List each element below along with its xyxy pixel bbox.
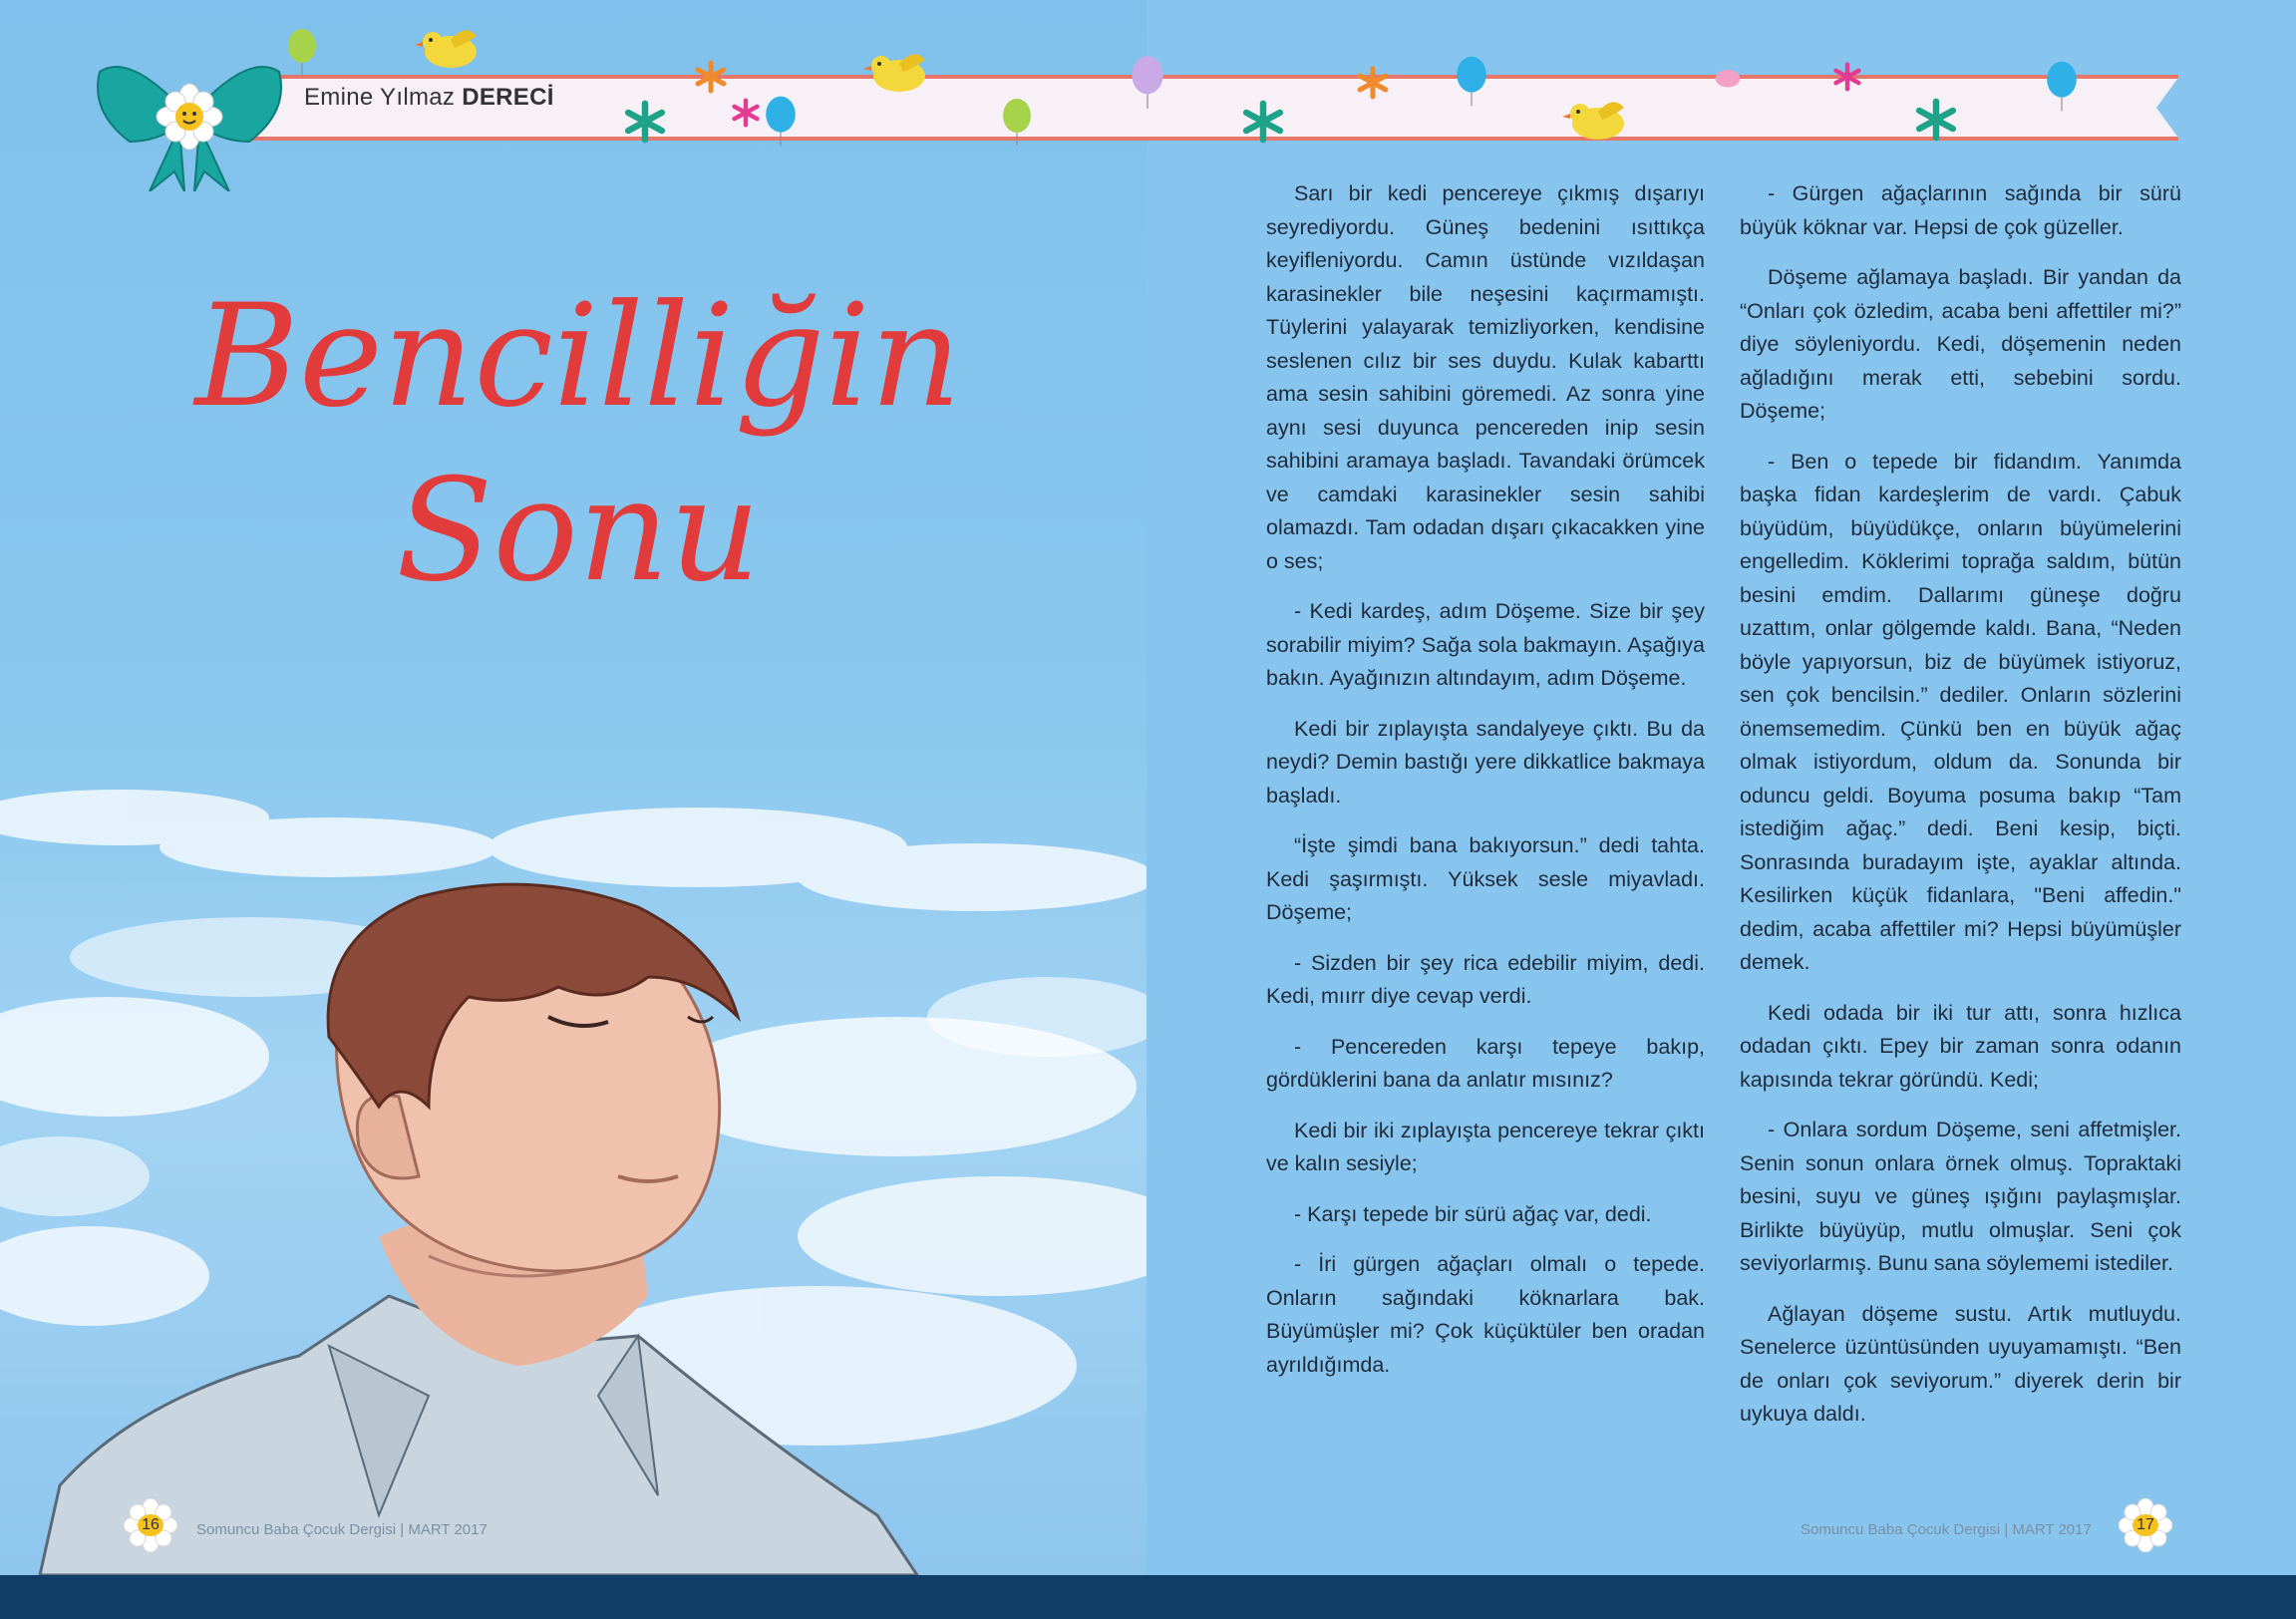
footer-magazine-left: Somuncu Baba Çocuk Dergisi | MART 2017 xyxy=(196,1521,488,1538)
paragraph: - Pencereden karşı tepeye bakıp, gördüklerini bana da anlatır mısınız? xyxy=(1266,1034,1705,1092)
paragraph: - Kedi kardeş, adım Döşeme. Size bir şey sorabilir miyim? Sağa sola bakmayın. Aşağıya bakın. Ayağınızın altındayım, adım Döşeme. xyxy=(1266,599,1705,690)
ribbon-tail xyxy=(2156,75,2180,141)
page-number-left xyxy=(124,1498,177,1552)
paragraph: - İri gürgen ağaçları olmalı o tepede. Onların sağındaki köknarlara bak. Büyümüşler mi? Çok küçüktüler ben oradan ayrıldığımda. xyxy=(1266,1252,1705,1377)
paragraph: Kedi bir zıplayışta sandalyeye çıktı. Bu da neydi? Demin bastığı yere dikkatlice bakmaya başladı. xyxy=(1266,716,1705,808)
text-column-right xyxy=(1740,177,2181,1449)
title-line-1: Bencilliğin xyxy=(194,274,962,439)
paragraph: Ağlayan döşeme sustu. Artık mutluydu. Senelerce üzüntüsünden uyuyamamıştı. “Ben de onları çok seviyorum.” diyerek derin bir uykuya daldı. xyxy=(1740,1301,2181,1426)
story-title xyxy=(179,269,977,618)
paragraph: Sarı bir kedi pencereye çıkmış dışarıyı seyrediyordu. Güneş bedenini ısıttıkça keyifleniyordu. Camın üstünde vızıldaşan karasinekler bile neşesini kaçırmamıştı. Tüylerini yalayarak temizliyorken, kendisine seslenen cılız bir ses duydu. Kulak kabarttı ama sesin sahibini göremedi. Az sonra yine aynı sesi duyunca pencereden inip sesin sahibini aramaya başladı. Tavandaki örümcek ve camdaki karasinekler sesin sahibi olamazdı. Tam odadan dışarı çıkacakken yine o ses; xyxy=(1266,181,1705,573)
star-flower-icon xyxy=(731,98,761,128)
star-flower-icon xyxy=(1356,66,1390,100)
bird-icon xyxy=(1558,90,1638,150)
paragraph: - Karşı tepede bir sürü ağaç var, dedi. xyxy=(1294,1201,1652,1226)
paragraph: Döşeme ağlamaya başladı. Bir yandan da “Onları çok özledim, acaba beni affettiler mi?” diye söyleniyordu. Kedi, döşemenin neden ağladığını merak etti, sebebini sordu. Döşeme; xyxy=(1740,265,2181,423)
star-flower-icon xyxy=(1832,62,1862,92)
paragraph: Kedi bir iki zıplayışta pencereye tekrar çıktı ve kalın sesiyle; xyxy=(1266,1118,1705,1175)
page-number-text: 16 xyxy=(138,1514,164,1536)
title-line-2: Sonu xyxy=(396,449,761,613)
bottom-bar xyxy=(0,1575,2296,1619)
balloon-icon xyxy=(285,28,319,76)
balloon-icon xyxy=(763,95,799,147)
balloon-icon xyxy=(1129,54,1166,110)
author-last: DERECİ xyxy=(462,84,554,111)
star-flower-icon xyxy=(1241,100,1285,144)
author-name xyxy=(304,84,554,112)
balloon-icon xyxy=(1000,98,1034,146)
text-column-left xyxy=(1266,177,1705,1399)
page-number-text: 17 xyxy=(2132,1514,2158,1536)
paragraph: - Gürgen ağaçlarının sağında bir sürü büyük köknar var. Hepsi de çok güzeller. xyxy=(1740,181,2181,239)
bird-icon xyxy=(411,18,491,78)
balloon-icon xyxy=(1713,65,1743,89)
balloon-icon xyxy=(2044,60,2080,112)
paragraph: Kedi odada bir iki tur attı, sonra hızlıca odadan çıktı. Epey bir zaman sonra odanın kapısında tekrar göründü. Kedi; xyxy=(1740,1000,2181,1092)
bird-icon xyxy=(859,42,939,102)
author-first: Emine Yılmaz xyxy=(304,84,456,111)
boy-illustration xyxy=(0,877,1147,1575)
star-flower-icon xyxy=(694,60,728,94)
paragraph: - Ben o tepede bir fidandım. Yanımda başka fidan kardeşlerim de vardı. Çabuk büyüdüm, büyüdükçe, onların büyümelerini engelledim. Köklerimi toprağa saldım, bütün besini emdim. Dallarımı güneşe doğru uzattım, onlar gölgemde kaldı. Bana, “Neden böyle yapıyorsun, biz de büyümek istiyoruz, sen çok bencilsin.” dediler. Onların sözlerini önemsemedim. Çünkü ben en büyük ağaç olmak istiyordum, oldum da. Sonunda bir oduncu geldi. Boyuma posuma bakıp “Tam istediğim ağaç.” dedi. Beni kesip, biçti. Sonrasında buradayım işte, ayaklar altında. Kesilirken küçük fidanlara, "Beni affedin." dedim, acaba affettiler mi? Hepsi büyümüşler demek. xyxy=(1740,449,2181,974)
paragraph: - Sizden bir şey rica edebilir miyim, dedi. Kedi, mıırr diye cevap verdi. xyxy=(1266,950,1705,1008)
paragraph: - Onlara sordum Döşeme, seni affetmişler. Senin sonun onlara örnek olmuş. Topraktaki besini, suyu ve güneş ışığını paylaşmışlar. Birlikte büyüyüp, mutlu olmuşlar. Seni çok seviyorlarmış. Bunu sana söylememi istediler. xyxy=(1740,1118,2181,1275)
star-flower-icon xyxy=(1914,98,1958,142)
star-flower-icon xyxy=(623,100,667,144)
paragraph: “İşte şimdi bana bakıyorsun.” dedi tahta. Kedi şaşırmıştı. Yüksek sesle miyavladı. Döşeme; xyxy=(1266,833,1705,924)
footer-magazine-right: Somuncu Baba Çocuk Dergisi | MART 2017 xyxy=(1801,1521,2092,1538)
left-page xyxy=(0,0,1147,1575)
balloon-icon xyxy=(1454,55,1489,107)
page-number-right xyxy=(2119,1498,2172,1552)
bow-flower-icon xyxy=(90,42,289,191)
